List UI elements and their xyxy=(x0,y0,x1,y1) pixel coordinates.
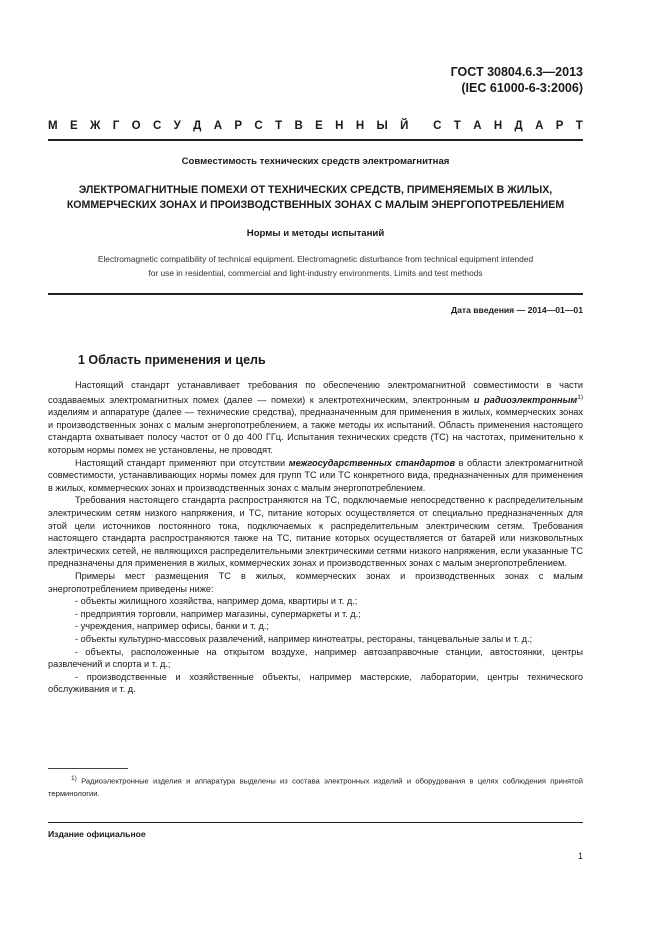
banner-letter: Т xyxy=(575,120,583,132)
title-line-1: ЭЛЕКТРОМАГНИТНЫЕ ПОМЕХИ ОТ ТЕХНИЧЕСКИХ СРЕДСТВ, ПРИМЕНЯЕМЫХ В ЖИЛЫХ, xyxy=(78,184,553,196)
standard-number: ГОСТ 30804.6.3—2013 xyxy=(450,65,583,79)
document-title xyxy=(48,183,583,213)
list-item: - производственные и хозяйственные объекты, например мастерские, лаборатории, центры технического обслуживания и т. д. xyxy=(48,671,583,695)
banner-letter: Ж xyxy=(89,120,101,132)
banner-letter: Е xyxy=(69,120,78,132)
banner-letter: Д xyxy=(193,120,202,132)
banner-letter: Д xyxy=(514,120,523,132)
document-subtitle: Совместимость технических средств электромагнитная xyxy=(181,156,450,167)
banner-letter: Р xyxy=(234,120,243,132)
banner-letter: Н xyxy=(335,120,344,132)
footnote-divider xyxy=(48,768,128,769)
banner-divider xyxy=(48,139,583,141)
banner-letter: Ы xyxy=(376,120,388,132)
section-heading: 1 Область применения и цель xyxy=(78,353,266,367)
list-item: - объекты жилищного хозяйства, например дома, квартиры и т. д.; xyxy=(75,596,358,607)
title-line-2: КОММЕРЧЕСКИХ ЗОНАХ И ПРОИЗВОДСТВЕННЫХ ЗОНАХ С МАЛЫМ ЭНЕРГОПОТРЕБЛЕНИЕМ xyxy=(66,199,565,211)
banner-letter: А xyxy=(535,120,544,132)
banner-letter: Й xyxy=(400,120,409,132)
english-title xyxy=(48,253,583,280)
banner-letter: А xyxy=(473,120,482,132)
list-item: - объекты культурно-массовых развлечений, например кинотеатры, рестораны, танцевальные залы и т. д.; xyxy=(75,633,533,644)
footnote-ref: 1) xyxy=(577,393,584,401)
emphasis-radioelectronic: и радиоэлектронным xyxy=(473,394,578,405)
paragraph-1: Настоящий стандарт устанавливает требования по обеспечению электромагнитной совместимости в части создаваемых электромагнитных помех (далее — помехи) к электротехническим, электронным и радиоэлектронным$^{1)}$ изделиям и аппаратуре (далее — технические средства), предназначенным для применения в жилых, коммерческих зонах и производственных зонах с малым энергопотреблением, а также методы их испытаний. Область применения настоящего стандарта охватывает полосу частот от 0 до 400 ГГц. Испытания технических средств (ТС) на частотах, применительно к которым нормы помех не установлены, не проводят. xyxy=(48,380,584,456)
banner-letter: У xyxy=(173,120,181,132)
standard-header xyxy=(451,64,583,96)
paragraph-2: Настоящий стандарт применяют при отсутствии межгосударственных стандартов в области электромагнитной совместимости, устанавливающих нормы помех для групп ТС или ТС конкретного вида, предназначенных для применения в жилых, коммерческих зонах и производственных зонах с малым энергопотреблением. xyxy=(48,457,584,493)
list-item: - предприятия торговли, например магазины, супермаркеты и т. д.; xyxy=(75,608,361,619)
section-body xyxy=(48,379,583,696)
banner-letter: Е xyxy=(315,120,323,132)
banner-letter: Н xyxy=(355,120,365,132)
title-divider xyxy=(48,293,583,295)
footnote xyxy=(48,773,583,801)
introduction-date: Дата введения — 2014—01—01 xyxy=(450,305,583,315)
iec-reference: (IEC 61000-6-3:2006) xyxy=(461,81,583,95)
list-item: - объекты, расположенные на открытом воздухе, например автозаправочные станции, автостоянки, центры развлечений и спорта и т. д.; xyxy=(48,646,583,670)
paragraph-4: Примеры мест размещения ТС в жилых, коммерческих зонах и производственных зонах с малым энергопотреблением приведены ниже: xyxy=(48,570,583,594)
interstate-standard-banner xyxy=(48,120,583,132)
banner-letter: М xyxy=(48,120,58,132)
list-item: - учреждения, например офисы, банки и т. д.; xyxy=(75,621,269,632)
page-number: 1 xyxy=(577,851,583,861)
english-title-line-1: Electromagnetic compatibility of technical equipment. Electromagnetic disturbance from technical equipment intended xyxy=(97,254,534,264)
banner-letter: Р xyxy=(555,120,564,132)
norms-heading: Нормы и методы испытаний xyxy=(246,228,385,239)
paragraph-3: Требования настоящего стандарта распространяются на ТС, подключаемые непосредственно к распределительным электрическим сетям низкого напряжения, и ТС, питание которых осуществляется от специально предназначенных для этой цели источников постоянного тока, подключаемых к распределительным электрическим сетям. Требования настоящего стандарта распространяются также на ТС, питание которых осуществляется от батарей или низковольтных электрических сетей, не являющихся распределительными электрическими сетями низкого напряжения, если указанные ТС предназначены для применения в жилых, коммерческих зонах и производственных зонах с малым энергопотреблением. xyxy=(48,495,583,569)
emphasis-interstate-standards: межгосударственных стандартов xyxy=(288,457,456,468)
banner-letter: С xyxy=(152,120,162,132)
banner-letter: О xyxy=(131,120,141,132)
banner-letter: С xyxy=(254,120,263,132)
footnote-marker: 1) xyxy=(71,775,77,782)
banner-letter: С xyxy=(433,120,442,132)
english-title-line-2: for use in residential, commercial and light-industry environments. Limits and test methods xyxy=(148,267,483,278)
banner-letter: А xyxy=(213,120,223,132)
banner-letter: В xyxy=(294,120,303,132)
banner-letter: Н xyxy=(493,120,503,132)
banner-letter: Т xyxy=(275,120,283,132)
footnote-text: Радиоэлектронные изделия и аппаратура выделены из состава электронных изделий и оборудования в целях соблюдения принятой терминологии. xyxy=(48,776,583,799)
edition-divider xyxy=(48,822,583,823)
banner-letter: Т xyxy=(453,120,461,132)
banner-letter: Г xyxy=(112,120,120,132)
official-edition-label: Издание официальное xyxy=(48,829,146,839)
